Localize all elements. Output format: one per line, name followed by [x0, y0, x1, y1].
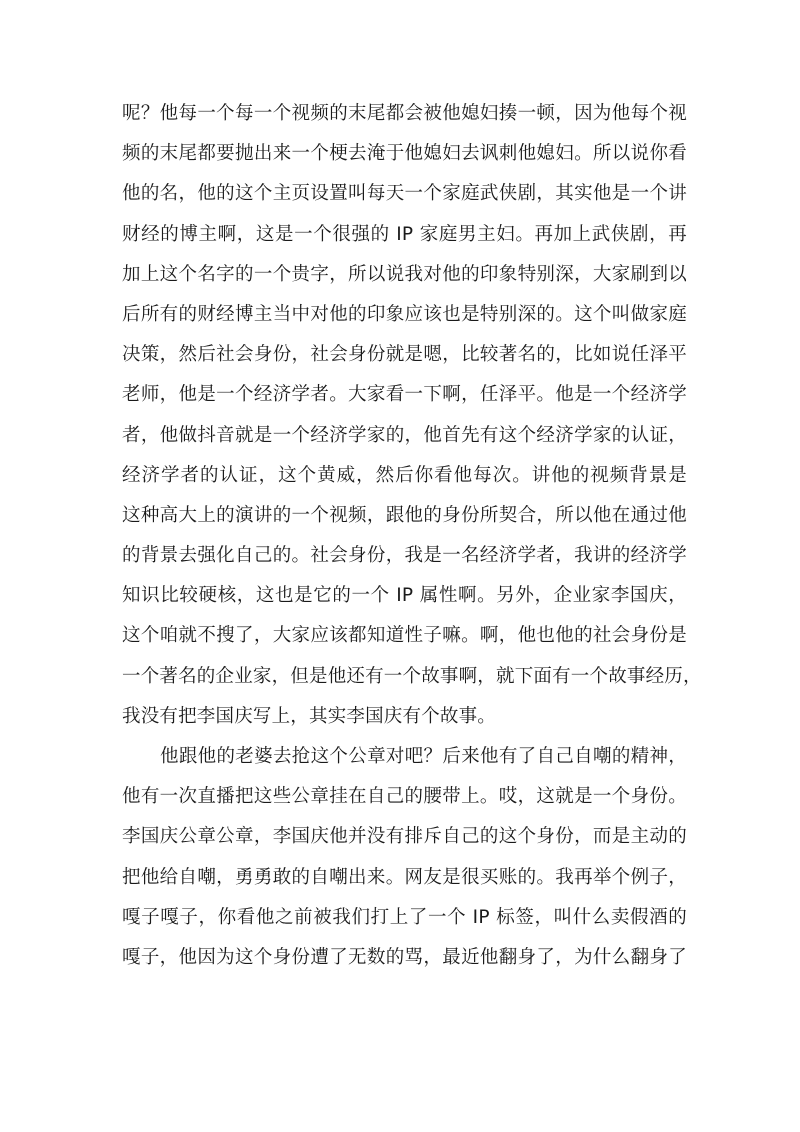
text-line: 经济学者的认证，这个黄威，然后你看他每次。讲他的视频背景是: [122, 464, 687, 486]
text-line: 我没有把李国庆写上，其实李国庆有个故事。: [122, 705, 497, 727]
text-line: 老师，他是一个经济学者。大家看一下啊，任泽平。他是一个经济学: [122, 384, 687, 406]
text-line: 呢？他每一个每一个视频的末尾都会被他媳妇揍一顿，因为他每个视: [122, 103, 687, 124]
text-line: 他的名，他的这个主页设置叫每天一个家庭武侠剧，其实他是一个讲: [122, 183, 687, 205]
text-line: 嘎子，他因为这个身份遭了无数的骂，最近他翻身了，为什么翻身了: [122, 946, 687, 968]
text-line: 知识比较硬核，这也是它的一个 IP 属性啊。另外，企业家李国庆，: [122, 585, 687, 607]
text-line: 把他给自嘲，勇勇敢的自嘲出来。网友是很买账的。我再举个例子，: [122, 866, 687, 888]
paragraph-1: [122, 94, 702, 737]
text-line: 一个著名的企业家，但是他还有一个故事啊，就下面有一个故事经历，: [122, 665, 702, 687]
text-line: 他有一次直播把这些公章挂在自己的腰带上。哎，这就是一个身份。: [122, 786, 687, 808]
text-line: 后所有的财经博主当中对他的印象应该也是特别深的。这个叫做家庭: [122, 303, 687, 325]
text-line: 者，他做抖音就是一个经济学家的，他首先有这个经济学家的认证，: [122, 424, 687, 446]
text-line: 频的末尾都要抛出来一个梗去淹于他媳妇去讽刺他媳妇。所以说你看: [122, 143, 687, 165]
text-line: 加上这个名字的一个贵字，所以说我对他的印象特别深，大家刷到以: [122, 263, 687, 285]
text-line: 决策，然后社会身份，社会身份就是嗯，比较著名的，比如说任泽平: [122, 344, 687, 366]
text-line: 这种高大上的演讲的一个视频，跟他的身份所契合，所以他在通过他: [122, 504, 687, 526]
text-line: 他跟他的老婆去抢这个公章对吧？后来他有了自己自嘲的精神，: [160, 746, 687, 767]
text-line: 的背景去强化自己的。社会身份，我是一名经济学者，我讲的经济学: [122, 545, 687, 567]
text-line: 这个咱就不搜了，大家应该都知道性子嘛。啊，他也他的社会身份是: [122, 625, 687, 647]
text-line: 嘎子嘎子，你看他之前被我们打上了一个 IP 标签，叫什么卖假酒的: [122, 906, 687, 928]
text-line: 财经的博主啊，这是一个很强的 IP 家庭男主妇。再加上武侠剧，再: [122, 223, 687, 245]
text-line: 李国庆公章公章，李国庆他并没有排斥自己的这个身份，而是主动的: [122, 826, 687, 848]
body-text: [122, 94, 702, 978]
paragraph-2: [122, 737, 687, 978]
